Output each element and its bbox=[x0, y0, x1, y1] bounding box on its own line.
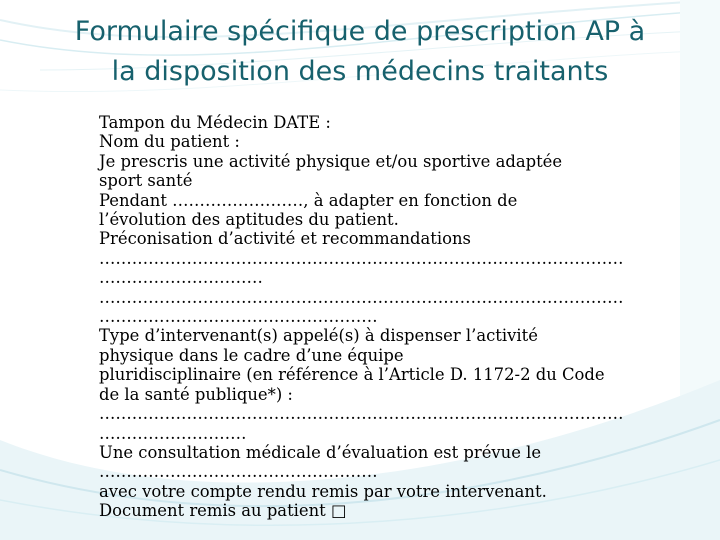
form-line: Je prescris une activité physique et/ou sportive adaptée bbox=[99, 151, 563, 171]
form-blank-line: …………………………………………………………………………………… bbox=[99, 287, 624, 307]
form-line: de la santé publique*) : bbox=[99, 384, 293, 404]
form-line: Pendant ……………………, à adapter en fonction de bbox=[99, 190, 518, 210]
form-line: Préconisation d’activité et recommandations bbox=[99, 229, 471, 249]
form-blank-line: ………………………… bbox=[99, 268, 263, 288]
form-blank-line: …………………………………………………………………………………… bbox=[99, 248, 624, 268]
form-blank-line: …………………………………………… bbox=[99, 307, 378, 327]
form-line: Tampon du Médecin DATE : bbox=[99, 113, 331, 132]
form-blank-line: …………………………………………………………………………………… bbox=[99, 404, 624, 424]
form-line: physique dans le cadre d’une équipe bbox=[99, 345, 404, 365]
form-line-checkbox: Document remis au patient □ bbox=[99, 501, 347, 521]
form-line: avec votre compte rendu remis par votre intervenant. bbox=[99, 481, 547, 501]
form-line: Une consultation médicale d’évaluation est prévue le bbox=[99, 442, 542, 462]
form-line: Type d’intervenant(s) appelé(s) à dispenser l’activité bbox=[99, 326, 538, 346]
prescription-form-text bbox=[99, 113, 639, 521]
form-blank-line: ……………………… bbox=[99, 423, 247, 443]
slide-title-line: la disposition des médecins traitants bbox=[111, 56, 609, 87]
slide-title bbox=[0, 12, 720, 92]
form-line: Nom du patient : bbox=[99, 132, 240, 152]
slide-title-line: Formulaire spécifique de prescription AP à bbox=[74, 16, 646, 47]
form-line: pluridisciplinaire (en référence à l’Article D. 1172-2 du Code bbox=[99, 365, 605, 385]
form-line: l’évolution des aptitudes du patient. bbox=[99, 210, 399, 230]
form-line: sport santé bbox=[99, 171, 193, 191]
form-blank-line: …………………………………………… bbox=[99, 462, 378, 482]
